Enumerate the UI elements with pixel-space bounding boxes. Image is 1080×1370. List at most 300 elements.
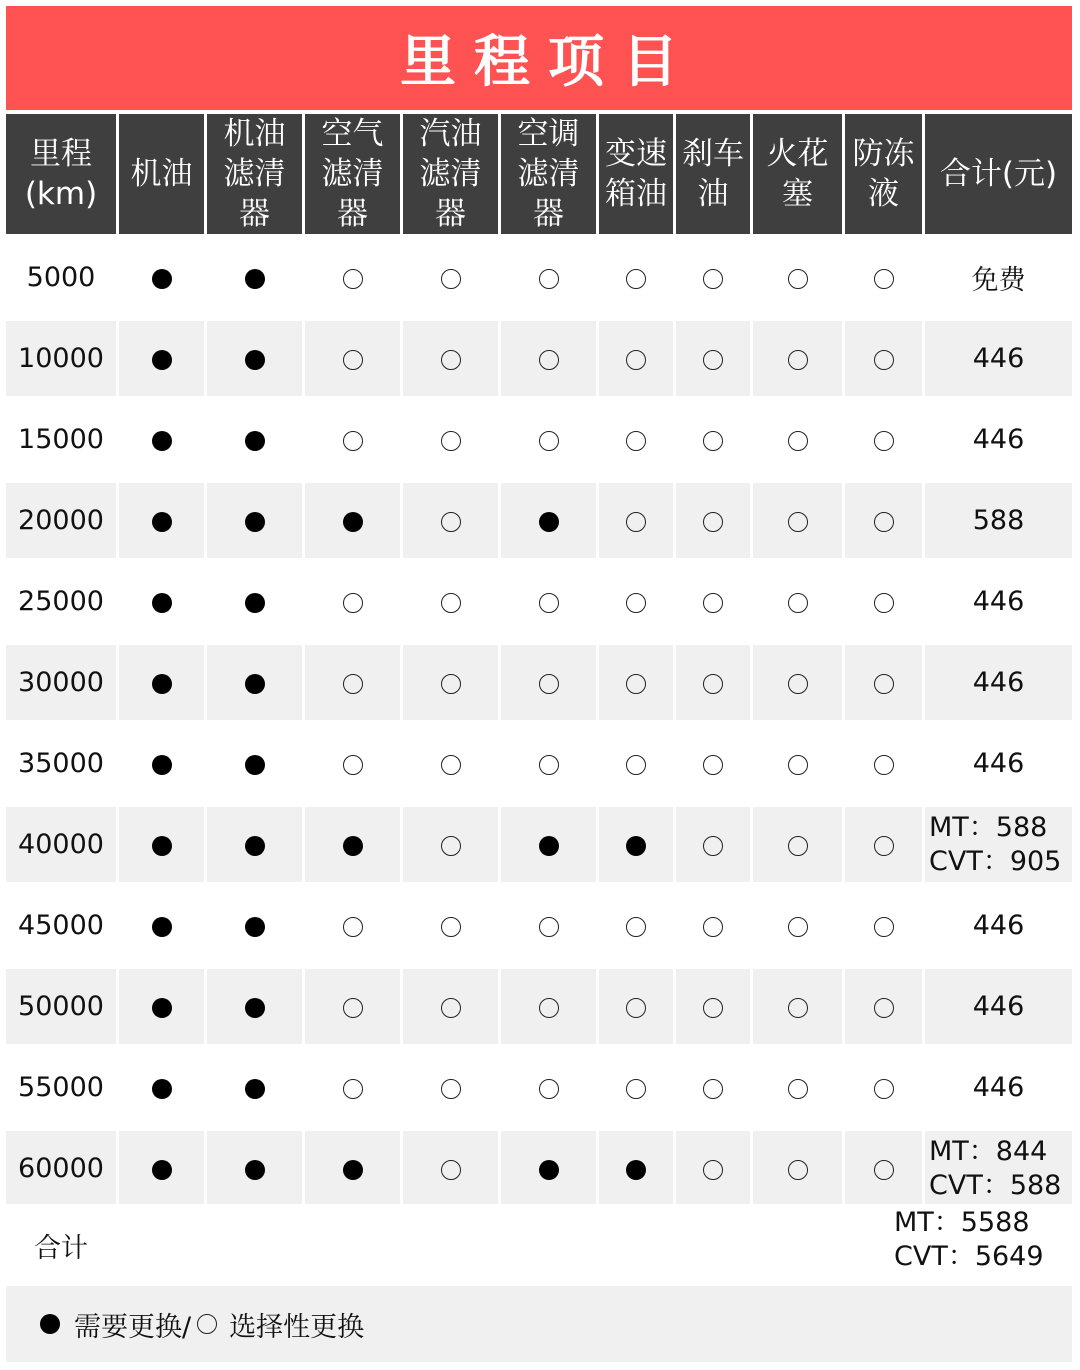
summary-mt-value: MT：5588 <box>894 1207 1030 1238</box>
header-row <box>6 114 1072 234</box>
mark-cell <box>750 1044 842 1125</box>
mark-cell <box>596 477 673 558</box>
table-row <box>6 1044 1072 1125</box>
empty-circle-icon <box>874 593 894 613</box>
mark-cell <box>750 1125 842 1206</box>
mark-cell <box>842 234 922 315</box>
mark-cell <box>842 477 922 558</box>
total-cell <box>922 1125 1072 1206</box>
empty-circle-icon <box>539 431 559 451</box>
header-cell-5 <box>498 114 596 234</box>
empty-circle-icon <box>703 512 723 532</box>
mark-cell <box>842 963 922 1044</box>
header-text: 空气 <box>321 116 384 152</box>
total-cell <box>922 963 1072 1044</box>
mark-cell <box>596 639 673 720</box>
empty-circle-icon <box>626 512 646 532</box>
mark-cell <box>750 639 842 720</box>
filled-circle-icon <box>152 836 172 856</box>
empty-circle-icon <box>874 350 894 370</box>
empty-circle-icon <box>539 674 559 694</box>
mark-cell <box>498 720 596 801</box>
header-cell-3 <box>302 114 400 234</box>
mark-cell <box>498 639 596 720</box>
empty-circle-icon <box>874 1079 894 1099</box>
mark-cell <box>204 315 302 396</box>
mark-cell <box>116 396 204 477</box>
total-text: CVT：588 <box>929 1169 1062 1201</box>
mark-cell <box>400 315 498 396</box>
mark-cell <box>750 396 842 477</box>
empty-circle-icon <box>874 998 894 1018</box>
mark-cell <box>498 234 596 315</box>
header-text: 器 <box>435 196 466 232</box>
filled-circle-icon <box>152 593 172 613</box>
empty-circle-icon <box>539 998 559 1018</box>
filled-circle-icon <box>245 1079 265 1099</box>
empty-circle-icon <box>788 512 808 532</box>
filled-circle-icon <box>152 674 172 694</box>
mark-cell <box>750 801 842 882</box>
empty-circle-icon <box>874 674 894 694</box>
mark-cell <box>400 1044 498 1125</box>
empty-circle-icon <box>703 998 723 1018</box>
mark-cell <box>673 558 750 639</box>
mark-cell <box>842 720 922 801</box>
table-row <box>6 882 1072 963</box>
mark-cell <box>116 315 204 396</box>
filled-circle-icon <box>343 512 363 532</box>
total-cell <box>922 315 1072 396</box>
empty-circle-icon <box>788 350 808 370</box>
header-text: 变速 <box>605 136 667 172</box>
header-text: 火花 <box>766 136 829 172</box>
table-row <box>6 1125 1072 1206</box>
mark-cell <box>596 315 673 396</box>
mark-cell <box>673 720 750 801</box>
table-row <box>6 558 1072 639</box>
mark-cell <box>673 1044 750 1125</box>
mark-cell <box>302 1044 400 1125</box>
mileage-cell: 35000 <box>6 720 116 801</box>
empty-circle-icon <box>703 674 723 694</box>
header-cell-8 <box>750 114 842 234</box>
mileage-cell: 55000 <box>6 1044 116 1125</box>
empty-circle-icon <box>539 755 559 775</box>
legend-optional-label: 选择性更换 <box>229 1311 365 1343</box>
header-text: 滤清 <box>223 156 286 192</box>
mark-cell <box>204 477 302 558</box>
mark-cell <box>750 315 842 396</box>
empty-circle-icon <box>539 269 559 289</box>
empty-circle-icon <box>343 1079 363 1099</box>
header-text: 刹车 <box>682 136 744 172</box>
title-banner <box>6 6 1072 110</box>
mileage-cell: 45000 <box>6 882 116 963</box>
total-cell <box>922 801 1072 882</box>
mileage-cell: 30000 <box>6 639 116 720</box>
mark-cell <box>596 801 673 882</box>
empty-circle-icon <box>441 269 461 289</box>
empty-circle-icon <box>626 998 646 1018</box>
summary-values <box>894 1206 1044 1274</box>
table-row <box>6 234 1072 315</box>
empty-circle-icon <box>788 998 808 1018</box>
filled-circle-icon <box>152 512 172 532</box>
empty-circle-icon <box>703 350 723 370</box>
empty-circle-icon <box>626 1079 646 1099</box>
mark-cell <box>750 477 842 558</box>
total-cell <box>922 1044 1072 1125</box>
header-text: 器 <box>337 196 368 232</box>
empty-circle-icon <box>788 836 808 856</box>
filled-circle-icon <box>152 1160 172 1180</box>
mark-cell <box>400 1125 498 1206</box>
table-row <box>6 963 1072 1044</box>
filled-circle-icon <box>152 755 172 775</box>
mark-cell <box>204 1044 302 1125</box>
empty-circle-icon <box>441 512 461 532</box>
empty-circle-icon <box>874 836 894 856</box>
mark-cell <box>400 963 498 1044</box>
filled-circle-icon <box>40 1314 60 1334</box>
header-text: 汽油 <box>419 116 482 152</box>
header-cell-10 <box>922 114 1072 234</box>
empty-circle-icon <box>441 350 461 370</box>
empty-circle-icon <box>539 593 559 613</box>
empty-circle-icon <box>441 836 461 856</box>
mileage-cell: 25000 <box>6 558 116 639</box>
mark-cell <box>673 477 750 558</box>
mark-cell <box>842 639 922 720</box>
mark-cell <box>596 1044 673 1125</box>
mark-cell <box>204 234 302 315</box>
filled-circle-icon <box>343 836 363 856</box>
empty-circle-icon <box>343 917 363 937</box>
mark-cell <box>673 396 750 477</box>
mark-cell <box>400 882 498 963</box>
mark-cell <box>596 963 673 1044</box>
mileage-cell: 10000 <box>6 315 116 396</box>
mark-cell <box>673 639 750 720</box>
empty-circle-icon <box>441 1160 461 1180</box>
table-row <box>6 315 1072 396</box>
empty-circle-icon <box>626 755 646 775</box>
header-text: 滤清 <box>517 156 580 192</box>
total-text: 446 <box>972 343 1025 374</box>
mark-cell <box>116 963 204 1044</box>
total-cell <box>922 234 1072 315</box>
mark-cell <box>204 1125 302 1206</box>
empty-circle-icon <box>539 350 559 370</box>
legend <box>6 1286 1072 1362</box>
filled-circle-icon <box>539 512 559 532</box>
total-text: 免费 <box>971 265 1026 296</box>
filled-circle-icon <box>245 593 265 613</box>
filled-circle-icon <box>152 269 172 289</box>
empty-circle-icon <box>626 350 646 370</box>
mark-cell <box>204 801 302 882</box>
filled-circle-icon <box>152 917 172 937</box>
empty-circle-icon <box>343 431 363 451</box>
empty-circle-icon <box>703 431 723 451</box>
mark-cell <box>750 558 842 639</box>
empty-circle-icon <box>874 512 894 532</box>
mark-cell <box>302 882 400 963</box>
table-row <box>6 801 1072 882</box>
total-text: 588 <box>972 505 1025 536</box>
total-cell <box>922 639 1072 720</box>
mark-cell <box>204 558 302 639</box>
mark-cell <box>842 315 922 396</box>
empty-circle-icon <box>703 755 723 775</box>
empty-circle-icon <box>441 998 461 1018</box>
maintenance-table <box>6 114 1072 1206</box>
total-text: 446 <box>972 424 1025 455</box>
mark-cell <box>302 720 400 801</box>
empty-circle-icon <box>874 755 894 775</box>
empty-circle-icon <box>788 1079 808 1099</box>
mark-cell <box>116 801 204 882</box>
mark-cell <box>842 558 922 639</box>
empty-circle-icon <box>441 1079 461 1099</box>
mark-cell <box>116 558 204 639</box>
header-cell-0 <box>6 114 116 234</box>
total-text: MT：844 <box>929 1135 1048 1167</box>
header-text: 器 <box>239 196 270 232</box>
mark-cell <box>498 882 596 963</box>
filled-circle-icon <box>245 269 265 289</box>
header-text: 滤清 <box>321 156 384 192</box>
filled-circle-icon <box>245 350 265 370</box>
filled-circle-icon <box>245 998 265 1018</box>
empty-circle-icon <box>874 1160 894 1180</box>
mark-cell <box>498 801 596 882</box>
mark-cell <box>750 720 842 801</box>
total-text: 446 <box>972 1072 1025 1103</box>
header-cell-9 <box>842 114 922 234</box>
summary-cvt-value: CVT：5649 <box>894 1241 1044 1272</box>
summary-row <box>6 1204 1072 1284</box>
mark-cell <box>400 801 498 882</box>
mileage-cell: 20000 <box>6 477 116 558</box>
filled-circle-icon <box>152 431 172 451</box>
filled-circle-icon <box>152 998 172 1018</box>
empty-circle-icon <box>703 1079 723 1099</box>
empty-circle-icon <box>788 1160 808 1180</box>
mark-cell <box>116 882 204 963</box>
table-row <box>6 477 1072 558</box>
summary-label: 合计 <box>34 1233 88 1264</box>
empty-circle-icon <box>788 674 808 694</box>
total-text: 446 <box>972 991 1025 1022</box>
total-text: 446 <box>972 910 1025 941</box>
header-text: 防冻 <box>852 136 915 172</box>
header-cell-7 <box>673 114 750 234</box>
header-cell-6 <box>596 114 673 234</box>
total-text: MT：588 <box>929 811 1048 843</box>
total-text: CVT：905 <box>929 845 1062 877</box>
mileage-cell: 50000 <box>6 963 116 1044</box>
mark-cell <box>498 1044 596 1125</box>
mark-cell <box>750 234 842 315</box>
total-text: 446 <box>972 748 1025 779</box>
legend-required-label: 需要更换/ <box>74 1311 192 1343</box>
empty-circle-icon <box>788 755 808 775</box>
empty-circle-icon <box>788 431 808 451</box>
filled-circle-icon <box>539 836 559 856</box>
mark-cell <box>400 720 498 801</box>
mark-cell <box>204 639 302 720</box>
empty-circle-icon <box>441 593 461 613</box>
total-cell <box>922 720 1072 801</box>
mark-cell <box>673 315 750 396</box>
table-body <box>6 234 1072 1206</box>
mark-cell <box>116 1044 204 1125</box>
mark-cell <box>596 396 673 477</box>
mark-cell <box>400 234 498 315</box>
header-cell-2 <box>204 114 302 234</box>
mark-cell <box>302 963 400 1044</box>
empty-circle-icon <box>703 836 723 856</box>
empty-circle-icon <box>703 917 723 937</box>
mark-cell <box>116 477 204 558</box>
mark-cell <box>750 882 842 963</box>
mark-cell <box>302 315 400 396</box>
mark-cell <box>302 1125 400 1206</box>
mark-cell <box>673 1125 750 1206</box>
mark-cell <box>596 558 673 639</box>
mark-cell <box>596 720 673 801</box>
empty-circle-icon <box>197 1314 217 1334</box>
table-row <box>6 639 1072 720</box>
mark-cell <box>116 1125 204 1206</box>
mark-cell <box>842 801 922 882</box>
mark-cell <box>842 396 922 477</box>
empty-circle-icon <box>539 1079 559 1099</box>
filled-circle-icon <box>539 1160 559 1180</box>
header-cell-1 <box>116 114 204 234</box>
empty-circle-icon <box>703 593 723 613</box>
empty-circle-icon <box>874 917 894 937</box>
mark-cell <box>498 558 596 639</box>
empty-circle-icon <box>626 431 646 451</box>
empty-circle-icon <box>343 350 363 370</box>
filled-circle-icon <box>152 350 172 370</box>
header-text: 液 <box>868 176 899 212</box>
mark-cell <box>302 477 400 558</box>
header-text: 里程 <box>30 136 92 172</box>
mark-cell <box>400 558 498 639</box>
mark-cell <box>498 315 596 396</box>
mark-cell <box>204 882 302 963</box>
mark-cell <box>302 558 400 639</box>
header-text: 机油 <box>130 156 193 192</box>
mark-cell <box>596 882 673 963</box>
header-text: 合计(元) <box>939 156 1058 192</box>
mark-cell <box>204 963 302 1044</box>
filled-circle-icon <box>245 431 265 451</box>
mark-cell <box>596 1125 673 1206</box>
mark-cell <box>498 396 596 477</box>
header-text: 器 <box>533 196 564 232</box>
empty-circle-icon <box>788 917 808 937</box>
mark-cell <box>204 720 302 801</box>
empty-circle-icon <box>441 431 461 451</box>
mark-cell <box>673 882 750 963</box>
mark-cell <box>116 639 204 720</box>
empty-circle-icon <box>626 674 646 694</box>
total-cell <box>922 477 1072 558</box>
empty-circle-icon <box>703 1160 723 1180</box>
empty-circle-icon <box>343 674 363 694</box>
filled-circle-icon <box>343 1160 363 1180</box>
empty-circle-icon <box>539 917 559 937</box>
mark-cell <box>842 882 922 963</box>
mark-cell <box>302 234 400 315</box>
header-text: 滤清 <box>419 156 482 192</box>
total-cell <box>922 882 1072 963</box>
mark-cell <box>116 720 204 801</box>
total-cell <box>922 558 1072 639</box>
mileage-cell: 40000 <box>6 801 116 882</box>
empty-circle-icon <box>788 593 808 613</box>
total-text: 446 <box>972 586 1025 617</box>
mark-cell <box>673 963 750 1044</box>
page-title: 里程项目 <box>400 30 696 95</box>
mark-cell <box>498 963 596 1044</box>
mark-cell <box>204 396 302 477</box>
empty-circle-icon <box>441 917 461 937</box>
empty-circle-icon <box>626 917 646 937</box>
empty-circle-icon <box>703 269 723 289</box>
header-text: 空调 <box>517 116 580 152</box>
mileage-cell: 15000 <box>6 396 116 477</box>
filled-circle-icon <box>626 836 646 856</box>
mark-cell <box>750 963 842 1044</box>
mark-cell <box>498 1125 596 1206</box>
filled-circle-icon <box>245 1160 265 1180</box>
filled-circle-icon <box>245 674 265 694</box>
header-text: (km) <box>24 176 98 212</box>
mark-cell <box>673 801 750 882</box>
mark-cell <box>842 1125 922 1206</box>
empty-circle-icon <box>343 998 363 1018</box>
mark-cell <box>400 396 498 477</box>
header-text: 机油 <box>223 116 286 152</box>
empty-circle-icon <box>626 593 646 613</box>
table-row <box>6 396 1072 477</box>
mark-cell <box>673 234 750 315</box>
table-row <box>6 720 1072 801</box>
empty-circle-icon <box>343 269 363 289</box>
mileage-cell: 60000 <box>6 1125 116 1206</box>
filled-circle-icon <box>245 512 265 532</box>
empty-circle-icon <box>788 269 808 289</box>
mark-cell <box>842 1044 922 1125</box>
header-text: 塞 <box>782 176 813 212</box>
mark-cell <box>302 639 400 720</box>
empty-circle-icon <box>441 755 461 775</box>
filled-circle-icon <box>152 1079 172 1099</box>
mark-cell <box>116 234 204 315</box>
header-text: 箱油 <box>605 176 667 212</box>
filled-circle-icon <box>626 1160 646 1180</box>
total-text: 446 <box>972 667 1025 698</box>
filled-circle-icon <box>245 755 265 775</box>
empty-circle-icon <box>874 431 894 451</box>
mark-cell <box>596 234 673 315</box>
